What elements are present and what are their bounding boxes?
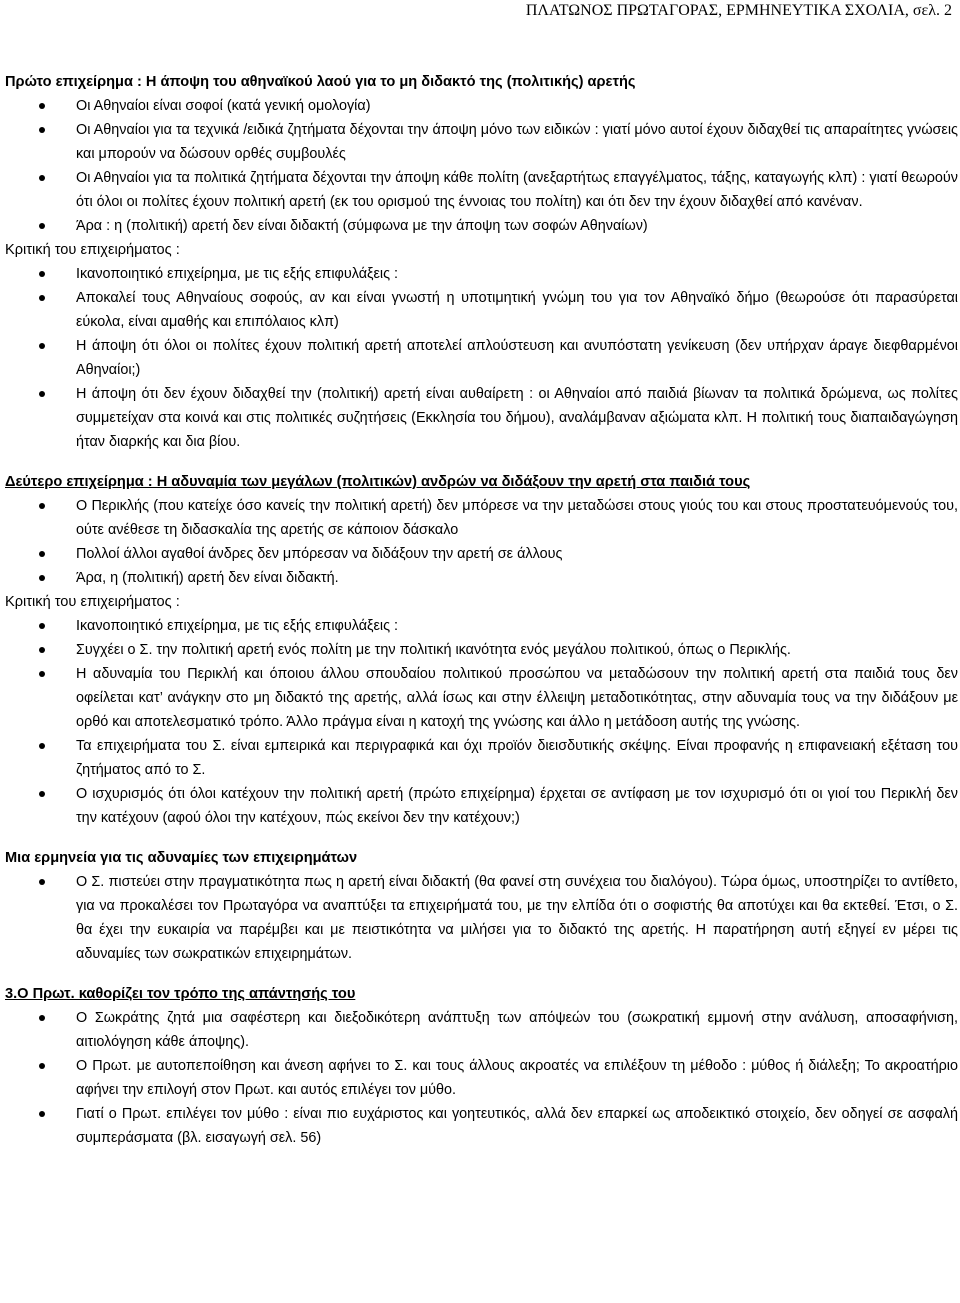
list-item: Ο Πρωτ. με αυτοπεποίθηση και άνεση αφήνει το Σ. και τους άλλους ακροατές να επιλέξουν τη μέθοδο : μύθος ή διάλεξη; Το ακροατήριο αφήνει την επιλογή στον Πρωτ. και αυτός επιλέγει τον μύθο.: [5, 1054, 960, 1102]
section3-list: [5, 870, 960, 966]
list-item: Ο Περικλής (που κατείχε όσο κανείς την πολιτική αρετή) δεν μπόρεσε να την μεταδώσει στους γιούς του και στους προστατευόμενούς του, ούτε ανέθεσε τη διδασκαλία της αρετής σε κάποιον δάσκαλο: [5, 494, 960, 542]
section2-heading: Δεύτερο επιχείρημα : Η αδυναμία των μεγάλων (πολιτικών) ανδρών να διδάξουν την αρετή στα παιδιά τους: [5, 474, 751, 490]
list-item: Οι Αθηναίοι για τα πολιτικά ζητήματα δέχονται την άποψη κάθε πολίτη (ανεξαρτήτως επαγγέλματος, τάξης, καταγωγής κλπ) : γιατί θεωρούν ότι όλοι οι πολίτες έχουν πολιτική αρετή (εκ του ορισμού της έννοιας του πολίτη) και ότι δεν την έχουν διδαχθεί από κανέναν.: [5, 166, 960, 214]
section4-heading: 3.Ο Πρωτ. καθορίζει τον τρόπο της απάντησής του: [5, 986, 356, 1002]
section1-critique-heading: Κριτική του επιχειρήματος :: [5, 242, 180, 258]
list-item: Οι Αθηναίοι για τα τεχνικά /ειδικά ζητήματα δέχονται την άποψη μόνο των ειδικών : γιατί μόνο αυτοί έχουν διδαχθεί τις απαραίτητες γνώσεις και μπορούν να δώσουν ορθές συμβουλές: [5, 118, 960, 166]
list-item: Η άποψη ότι όλοι οι πολίτες έχουν πολιτική αρετή αποτελεί απλούστευση και ανυπόστατη γενίκευση (δεν υπήρχαν άραγε διεφθαρμένοι Αθηναίοι;): [5, 334, 960, 382]
list-item: Γιατί ο Πρωτ. επιλέγει τον μύθο : είναι πιο ευχάριστος και γοητευτικός, αλλά δεν επαρκεί ως αποδεικτικό στοιχείο, δεν οδηγεί σε ασφαλή συμπεράσματα (βλ. εισαγωγή σελ. 56): [5, 1102, 960, 1150]
list-item: Πολλοί άλλοι αγαθοί άνδρες δεν μπόρεσαν να διδάξουν την αρετή σε άλλους: [5, 542, 960, 566]
section2-list: [5, 494, 960, 590]
page-header: ΠΛΑΤΩΝΟΣ ΠΡΩΤΑΓΟΡΑΣ, ΕΡΜΗΝΕΥΤΙΚΑ ΣΧΟΛΙΑ, σελ. 2: [525, 2, 952, 19]
list-item: Η άποψη ότι δεν έχουν διδαχθεί την (πολιτική) αρετή είναι αυθαίρετη : οι Αθηναίοι από παιδιά βίωναν τα πολιτικά δρώμενα, ως πολίτες συμμετείχαν στα κοινά και στις πολιτικές συζητήσεις (Εκκλησία του δήμου), αναλάμβαναν αξιώματα κλπ. Η πολιτική τους διαπαιδαγώγηση ήταν διαρκής και δια βίου.: [5, 382, 960, 454]
list-item: Ικανοποιητικό επιχείρημα, με τις εξής επιφυλάξεις :: [5, 262, 960, 286]
section1-list: [5, 94, 960, 238]
list-item: Ο Σ. πιστεύει στην πραγματικότητα πως η αρετή είναι διδακτή (θα φανεί στη συνέχεια του διαλόγου). Τώρα όμως, υποστηρίζει το αντίθετο, για να προκαλέσει τον Πρωταγόρα να αναπτύξει τα επιχειρήματά του, με την ελπίδα ότι ο σοφιστής θα αποτύχει και θα εκτεθεί. Έτσι, ο Σ. θα έχει την ευκαιρία να παρέμβει και με πειστικότητα να μιλήσει για το διδακτό της αρετής. Η παρατήρηση αυτή εξηγεί εν μέρει τις αδυναμίες των σωκρατικών επιχειρημάτων.: [5, 870, 960, 966]
document-body: [5, 70, 960, 1150]
list-item: Ικανοποιητικό επιχείρημα, με τις εξής επιφυλάξεις :: [5, 614, 960, 638]
list-item: Αποκαλεί τους Αθηναίους σοφούς, αν και είναι γνωστή η υποτιμητική γνώμη του για τον Αθηναϊκό δήμο (θεωρούσε ότι παρασύρεται εύκολα, είναι αμαθής και επιπόλαιος κλπ): [5, 286, 960, 334]
list-item: Συγχέει ο Σ. την πολιτική αρετή ενός πολίτη με την πολιτική ικανότητα ενός μεγάλου πολιτικού, όπως ο Περικλής.: [5, 638, 960, 662]
section3-heading: Μια ερμηνεία για τις αδυναμίες των επιχειρημάτων: [5, 850, 358, 866]
list-item: Οι Αθηναίοι είναι σοφοί (κατά γενική ομολογία): [5, 94, 960, 118]
section2-critique-list: [5, 614, 960, 830]
list-item: Τα επιχειρήματα του Σ. είναι εμπειρικά και περιγραφικά και όχι προϊόν διεισδυτικής σκέψης. Είναι προφανής η επιφανειακή εξέταση του ζητήματος από το Σ.: [5, 734, 960, 782]
list-item: Άρα, η (πολιτική) αρετή δεν είναι διδακτή.: [5, 566, 960, 590]
section1-heading: Πρώτο επιχείρημα : Η άποψη του αθηναϊκού λαού για το μη διδακτό της (πολιτικής) αρετής: [5, 74, 636, 90]
list-item: Ο ισχυρισμός ότι όλοι κατέχουν την πολιτική αρετή (πρώτο επιχείρημα) έρχεται σε αντίφαση με τον ισχυρισμό ότι οι γιοί του Περικλή δεν την κατέχουν (αφού όλοι την κατέχουν, πώς εκείνοι δεν την κατέχουν;): [5, 782, 960, 830]
section1-critique-list: [5, 262, 960, 454]
list-item: Άρα : η (πολιτική) αρετή δεν είναι διδακτή (σύμφωνα με την άποψη των σοφών Αθηναίων): [5, 214, 960, 238]
list-item: Η αδυναμία του Περικλή και όποιου άλλου σπουδαίου πολιτικού προσώπου να μεταδώσουν την πολιτική αρετή στα παιδιά τους δεν οφείλεται κατ’ ανάγκην στο μη διδακτό της αρετής, αλλά ίσως και στην έλλειψη μεταδοτικότητας, στην αδυναμία τους να την διδάξουν με ορθό και αποτελεσματικό τρόπο. Άλλο πράγμα είναι η κατοχή της γνώσης και άλλο η μετάδοση αυτής της γνώσης.: [5, 662, 960, 734]
section4-list: [5, 1006, 960, 1150]
section2-critique-heading: Κριτική του επιχειρήματος :: [5, 594, 180, 610]
list-item: Ο Σωκράτης ζητά μια σαφέστερη και διεξοδικότερη ανάπτυξη των απόψεών του (σωκρατική εμμονή στην ανάλυση, αποσαφήνιση, αιτιολόγηση κάθε άποψης).: [5, 1006, 960, 1054]
